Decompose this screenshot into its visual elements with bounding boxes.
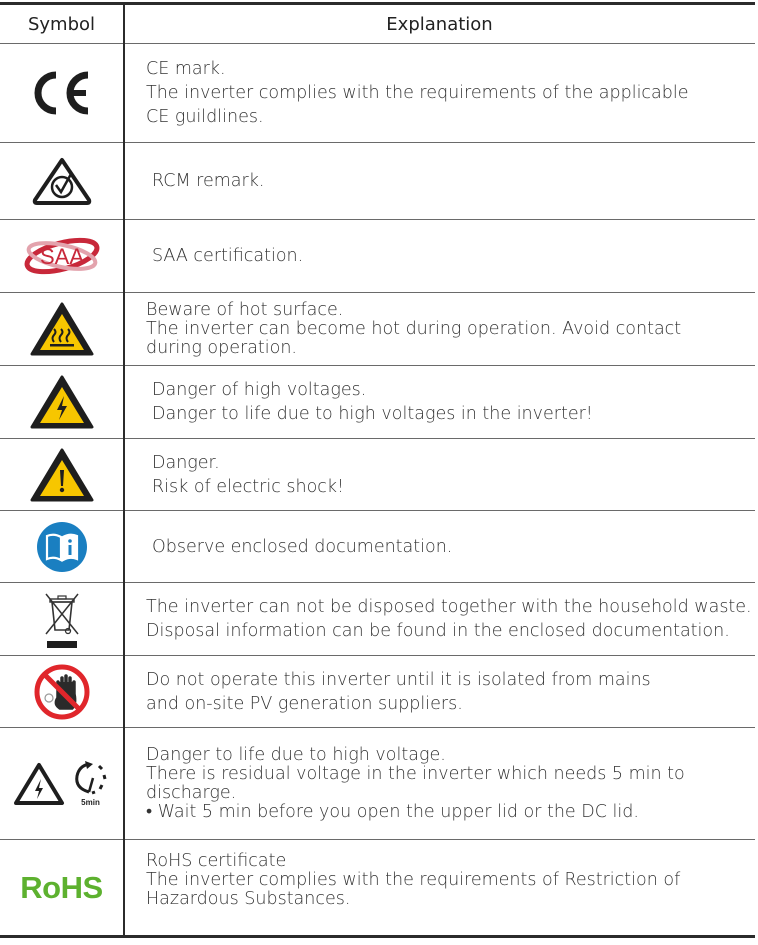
- rcm-mark-icon: [0, 143, 123, 219]
- table-row: [0, 220, 755, 293]
- row-explanation: RCM remark.: [152, 171, 265, 191]
- column-divider: [123, 4, 125, 936]
- row-explanation: Danger. Risk of electric shock!: [152, 452, 345, 497]
- read-manual-icon: [0, 511, 123, 582]
- table-header: [0, 5, 755, 44]
- hot-surface-warning-icon: [0, 293, 123, 365]
- general-danger-icon: [0, 439, 123, 510]
- timer-5min-icon: 5min: [71, 760, 111, 807]
- table-row: [0, 293, 755, 366]
- table-row: [0, 439, 755, 511]
- table-bottom-border: [0, 935, 755, 938]
- row-explanation: SAA certification.: [152, 246, 304, 266]
- table-row: [0, 656, 755, 728]
- table-row: [0, 44, 755, 143]
- rohs-icon: RoHS: [20, 869, 103, 905]
- do-not-touch-icon: [0, 656, 123, 727]
- high-voltage-outline-icon: [13, 761, 65, 807]
- table-row: [0, 583, 755, 656]
- weee-bin-icon: [0, 583, 123, 655]
- row-explanation: Danger to life due to high voltage. There is residual voltage in the inverter which needs 5 min to discharge. • Wait 5 min before you open the upper lid or the DC lid.: [146, 744, 685, 822]
- row-explanation: Observe enclosed documentation.: [152, 536, 453, 557]
- saa-logo-icon: [0, 220, 123, 292]
- table-row: [0, 143, 755, 220]
- svg-text:SAA: SAA: [39, 244, 84, 269]
- row-explanation: CE mark. The inverter complies with the requirements of the applicable CE guildlines.: [146, 59, 689, 127]
- row-explanation: The inverter can not be disposed together with the household waste. Disposal information can be found in the enclosed documentation.: [146, 597, 752, 641]
- ce-mark-icon: [0, 44, 123, 142]
- header-symbol: Symbol: [27, 13, 96, 35]
- residual-voltage-5min-icon: [0, 728, 123, 839]
- row-explanation: Beware of hot surface. The inverter can become hot during operation. Avoid contact during operation.: [146, 299, 682, 358]
- high-voltage-warning-icon: [0, 366, 123, 438]
- table-row: [0, 511, 755, 583]
- row-explanation: Do not operate this inverter until it is isolated from mains and on-site PV generation suppliers.: [146, 669, 651, 714]
- header-explanation: Explanation: [386, 13, 493, 35]
- table-row: [0, 728, 755, 840]
- row-explanation: Danger of high voltages. Danger to life due to high voltages in the inverter!: [152, 380, 593, 424]
- row-explanation: RoHS certificate The inverter complies with the requirements of Restriction of Hazardous Substances.: [146, 851, 681, 909]
- table-row: [0, 366, 755, 439]
- table-row: [0, 840, 755, 935]
